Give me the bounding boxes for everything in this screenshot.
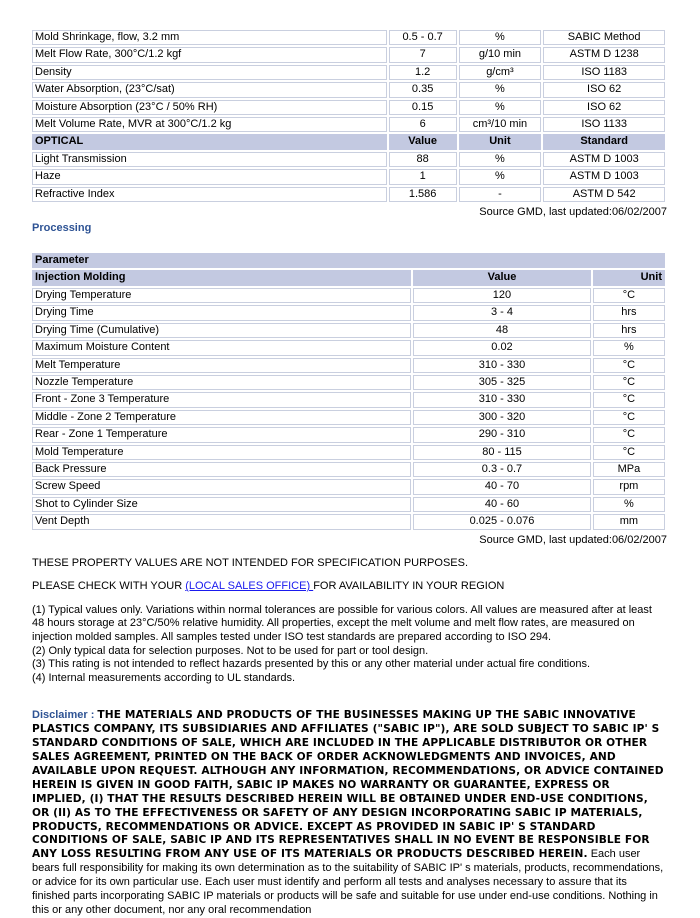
processing-row: [32, 497, 665, 512]
property-value: 88: [389, 152, 457, 167]
parameter-name: Front - Zone 3 Temperature: [32, 392, 411, 407]
parameter-value: 3 - 4: [413, 305, 591, 320]
processing-title: Processing: [32, 222, 92, 235]
parameter-name: Back Pressure: [32, 462, 411, 477]
processing-row: [32, 288, 665, 303]
parameter-header-row: [32, 253, 665, 268]
injection-molding-header-row: [32, 270, 665, 285]
property-row: [32, 100, 665, 115]
property-name: Water Absorption, (23°C/sat): [32, 82, 387, 97]
property-value: 0.35: [389, 82, 457, 97]
property-unit: %: [459, 30, 542, 45]
property-unit: Unit: [459, 134, 542, 149]
property-name: Density: [32, 65, 387, 80]
property-name: Haze: [32, 169, 387, 184]
property-row: [32, 47, 665, 62]
property-standard: ISO 62: [543, 82, 665, 97]
property-standard: SABIC Method: [543, 30, 665, 45]
property-name: Refractive Index: [32, 187, 387, 202]
parameter-unit: hrs: [593, 323, 665, 338]
sales-office-note: [32, 580, 667, 594]
processing-row: [32, 427, 665, 442]
property-unit: %: [459, 82, 542, 97]
parameter-name: Shot to Cylinder Size: [32, 497, 411, 512]
disclaimer: [32, 709, 667, 918]
property-row: [32, 169, 665, 184]
property-unit: %: [459, 100, 542, 115]
local-sales-office-link[interactable]: (LOCAL SALES OFFICE): [185, 580, 314, 593]
property-unit: -: [459, 187, 542, 202]
parameter-unit: °C: [593, 375, 665, 390]
processing-row: [32, 305, 665, 320]
parameter-value: 300 - 320: [413, 410, 591, 425]
footnote-4: (4) Internal measurements according to UL standards.: [32, 671, 296, 684]
parameter-name: Maximum Moisture Content: [32, 340, 411, 355]
parameter-unit: %: [593, 497, 665, 512]
parameter-value: 305 - 325: [413, 375, 591, 390]
property-value: 1.2: [389, 65, 457, 80]
property-row: [32, 117, 665, 132]
property-unit: cm³/10 min: [459, 117, 542, 132]
parameter-value: 40 - 70: [413, 479, 591, 494]
parameter-value: 0.02: [413, 340, 591, 355]
property-name: Melt Volume Rate, MVR at 300°C/1.2 kg: [32, 117, 387, 132]
processing-row: [32, 358, 665, 373]
parameter-unit: °C: [593, 427, 665, 442]
property-value: 1.586: [389, 187, 457, 202]
property-name: Melt Flow Rate, 300°C/1.2 kgf: [32, 47, 387, 62]
property-name: Light Transmission: [32, 152, 387, 167]
property-standard: Standard: [543, 134, 665, 149]
property-unit: g/10 min: [459, 47, 542, 62]
processing-row: [32, 323, 665, 338]
processing-row: [32, 462, 665, 477]
footnote-2: (2) Only typical data for selection purposes. Not to be used for part or tool design.: [32, 644, 429, 657]
property-value: 1: [389, 169, 457, 184]
property-row: [32, 82, 665, 97]
parameter-value: 310 - 330: [413, 392, 591, 407]
property-unit: g/cm³: [459, 65, 542, 80]
disclaimer-normal-text: Each user bears full responsibility for making its own determination as to the suitability of SABIC IP' s materials, products, recommendations, or advice for its own particular use. Each user must identify and perform all tests and analyses necessary to assure that its finished parts incorporating SABIC IP materials or products will be safe and suitable for use under end-use conditions. Nothing in this or any other document, nor any oral recommendation: [32, 848, 664, 916]
property-value: 0.5 - 0.7: [389, 30, 457, 45]
injection-molding-header: Injection Molding: [32, 270, 411, 285]
property-standard: ISO 1133: [543, 117, 665, 132]
property-standard: ASTM D 542: [543, 187, 665, 202]
property-unit: %: [459, 169, 542, 184]
property-standard: ISO 62: [543, 100, 665, 115]
footnote-1: (1) Typical values only. Variations within normal tolerances are possible for various colors. All values are measured after at least 48 hours storage at 23°C/50% relative humidity. All properties, except the melt volume and melt flow rates, are measured on injection molded samples. All samples tested under ISO test standards are prepared according to ISO 294.: [32, 603, 652, 643]
disclaimer-label: Disclaimer :: [32, 709, 98, 722]
parameter-unit: rpm: [593, 479, 665, 494]
datasheet-page: [32, 28, 667, 918]
parameter-unit: °C: [593, 288, 665, 303]
property-standard: ISO 1183: [543, 65, 665, 80]
property-name: OPTICAL: [32, 134, 387, 149]
parameter-unit: °C: [593, 358, 665, 373]
processing-row: [32, 514, 665, 529]
parameter-name: Drying Temperature: [32, 288, 411, 303]
parameter-unit: hrs: [593, 305, 665, 320]
processing-row: [32, 392, 665, 407]
processing-row: [32, 445, 665, 460]
value-header: Value: [413, 270, 591, 285]
parameter-value: 0.3 - 0.7: [413, 462, 591, 477]
property-standard: ASTM D 1003: [543, 169, 665, 184]
parameter-unit: °C: [593, 392, 665, 407]
processing-row: [32, 340, 665, 355]
parameter-header: Parameter: [32, 253, 665, 268]
parameter-name: Screw Speed: [32, 479, 411, 494]
property-unit: %: [459, 152, 542, 167]
footnote-3: (3) This rating is not intended to reflect hazards presented by this or any other material under actual fire conditions.: [32, 658, 591, 671]
parameter-name: Melt Temperature: [32, 358, 411, 373]
property-standard: ASTM D 1003: [543, 152, 665, 167]
property-value: 6: [389, 117, 457, 132]
processing-row: [32, 479, 665, 494]
property-name: Mold Shrinkage, flow, 3.2 mm: [32, 30, 387, 45]
parameter-value: 48: [413, 323, 591, 338]
not-intended-note: THESE PROPERTY VALUES ARE NOT INTENDED FOR SPECIFICATION PURPOSES.: [32, 556, 469, 569]
parameter-name: Nozzle Temperature: [32, 375, 411, 390]
parameter-unit: °C: [593, 410, 665, 425]
parameter-unit: %: [593, 340, 665, 355]
property-value: 7: [389, 47, 457, 62]
processing-row: [32, 375, 665, 390]
properties-table: [30, 28, 667, 204]
parameter-value: 80 - 115: [413, 445, 591, 460]
parameter-value: 290 - 310: [413, 427, 591, 442]
processing-row: [32, 410, 665, 425]
processing-table: [30, 251, 667, 532]
sales-office-prefix: PLEASE CHECK WITH YOUR: [32, 580, 186, 593]
parameter-unit: °C: [593, 445, 665, 460]
property-row: [32, 30, 665, 45]
parameter-name: Drying Time (Cumulative): [32, 323, 411, 338]
parameter-unit: MPa: [593, 462, 665, 477]
processing-source: Source GMD, last updated:06/02/2007: [479, 533, 667, 546]
property-name: Moisture Absorption (23°C / 50% RH): [32, 100, 387, 115]
parameter-value: 0.025 - 0.076: [413, 514, 591, 529]
property-row: [32, 187, 665, 202]
property-row: [32, 152, 665, 167]
property-standard: ASTM D 1238: [543, 47, 665, 62]
parameter-value: 120: [413, 288, 591, 303]
parameter-name: Rear - Zone 1 Temperature: [32, 427, 411, 442]
disclaimer-caps-text: THE MATERIALS AND PRODUCTS OF THE BUSINESSES MAKING UP THE SABIC INNOVATIVE PLASTICS COMPANY, ITS SUBSIDIARIES AND AFFILIATES ("SABIC IP"), ARE SOLD SUBJECT TO SABIC IP' S STANDARD CONDITIONS OF SALE, WHICH ARE INCLUDED IN THE APPLICABLE DISTRIBUTOR OR OTHER SALES AGREEMENT, PRINTED ON THE BACK OF ORDER ACKNOWLEDGMENTS AND INVOICES, AND AVAILABLE UPON REQUEST. ALTHOUGH ANY INFORMATION, RECOMMENDATIONS, OR ADVICE CONTAINED HEREIN IS GIVEN IN GOOD FAITH, SABIC IP MAKES NO WARRANTY OR GUARANTEE, EXPRESS OR IMPLIED, (I) THAT THE RESULTS DESCRIBED HEREIN WILL BE OBTAINED UNDER END-USE CONDITIONS, OR (II) AS TO THE EFFECTIVENESS OR SAFETY OF ANY DESIGN INCORPORATING SABIC IP MATERIALS, PRODUCTS, RECOMMENDATIONS OR ADVICE. EXCEPT AS PROVIDED IN SABIC IP' S STANDARD CONDITIONS OF SALE, SABIC IP AND ITS REPRESENTATIVES SHALL IN NO EVENT BE RESPONSIBLE FOR ANY LOSS RESULTING FROM ANY USE OF ITS MATERIALS OR PRODUCTS DESCRIBED HEREIN.: [32, 709, 664, 861]
properties-source: Source GMD, last updated:06/02/2007: [479, 206, 667, 219]
parameter-name: Drying Time: [32, 305, 411, 320]
parameter-value: 310 - 330: [413, 358, 591, 373]
unit-header: Unit: [593, 270, 665, 285]
parameter-name: Vent Depth: [32, 514, 411, 529]
optical-header-row: [32, 134, 665, 149]
parameter-unit: mm: [593, 514, 665, 529]
parameter-name: Mold Temperature: [32, 445, 411, 460]
parameter-name: Middle - Zone 2 Temperature: [32, 410, 411, 425]
sales-office-suffix: FOR AVAILABILITY IN YOUR REGION: [313, 580, 505, 593]
property-value: 0.15: [389, 100, 457, 115]
property-row: [32, 65, 665, 80]
parameter-value: 40 - 60: [413, 497, 591, 512]
property-value: Value: [389, 134, 457, 149]
